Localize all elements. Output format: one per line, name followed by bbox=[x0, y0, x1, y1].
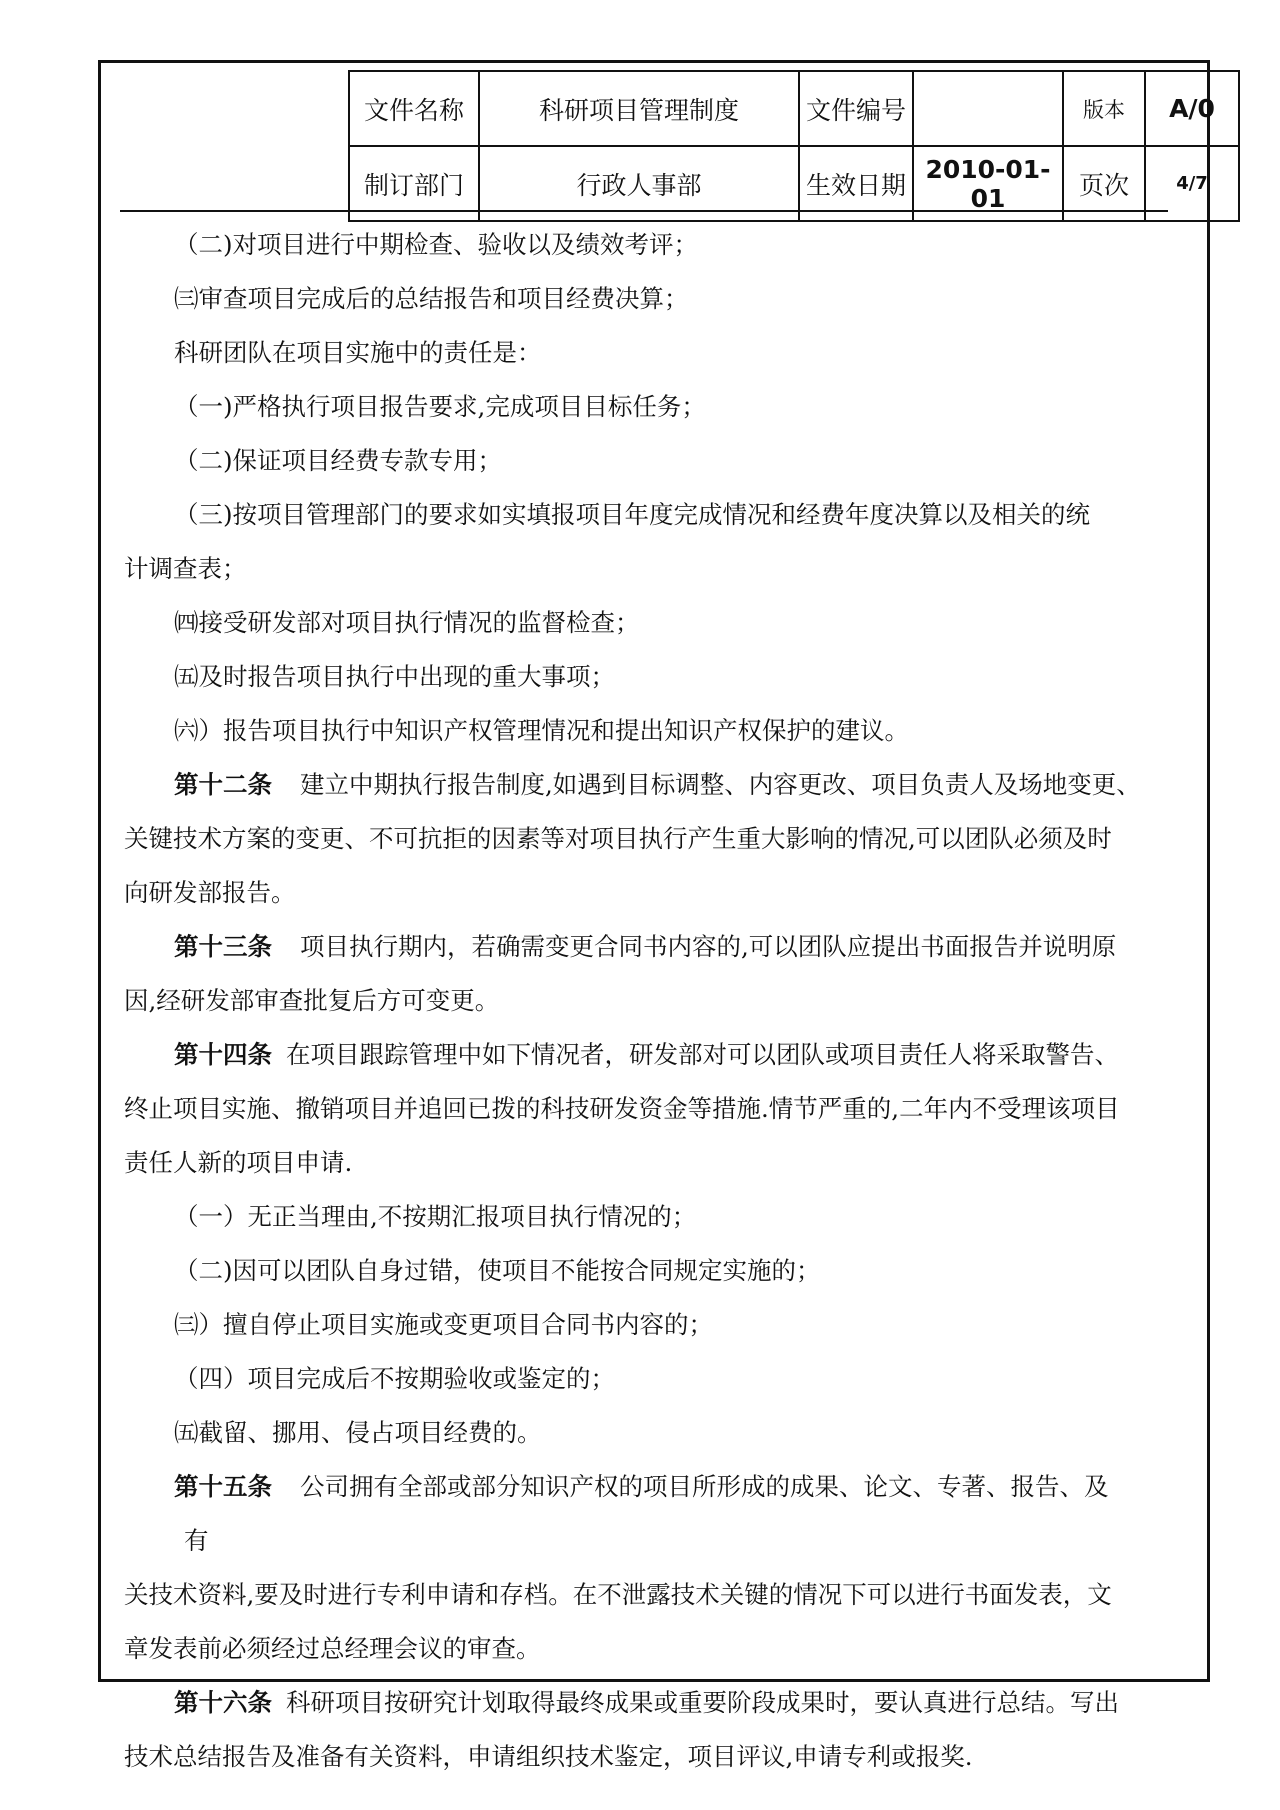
list-item: （四）项目完成后不按期验收或鉴定的； bbox=[174, 1364, 615, 1393]
file-no-value bbox=[913, 71, 1063, 146]
document-header-table bbox=[348, 70, 1240, 222]
article-title: 第十四条 bbox=[174, 1040, 272, 1069]
paragraph: （三)按项目管理部门的要求如实填报项目年度完成情况和经费年度决算以及相关的统 bbox=[174, 500, 1091, 529]
paragraph: 向研发部报告。 bbox=[124, 878, 296, 907]
version-value: A/0 bbox=[1145, 71, 1239, 146]
list-item: ㈤截留、挪用、侵占项目经费的。 bbox=[174, 1418, 542, 1447]
article-16 bbox=[124, 1676, 1170, 1730]
page-label: 页次 bbox=[1063, 146, 1145, 221]
file-name-label: 文件名称 bbox=[349, 71, 479, 146]
article-title: 第十五条 bbox=[174, 1472, 272, 1501]
article-14 bbox=[124, 1028, 1170, 1082]
paragraph: 计调查表； bbox=[124, 554, 247, 583]
paragraph: 关技术资料,要及时进行专利申请和存档。在不泄露技术关键的情况下可以进行书面发表，文 bbox=[124, 1580, 1112, 1609]
paragraph: 章发表前必须经过总经理会议的审查。 bbox=[124, 1634, 541, 1663]
article-15 bbox=[124, 1460, 1170, 1514]
article-12 bbox=[124, 758, 1170, 812]
effective-date-label: 生效日期 bbox=[799, 146, 913, 221]
article-text: 科研项目按研究计划取得最终成果或重要阶段成果时，要认真进行总结。写出 bbox=[286, 1688, 1119, 1717]
article-title: 第十三条 bbox=[174, 932, 272, 961]
page-number: 4/7 bbox=[1145, 146, 1239, 221]
paragraph: ㈤及时报告项目执行中出现的重大事项； bbox=[174, 662, 615, 691]
paragraph: 科研团队在项目实施中的责任是： bbox=[174, 338, 542, 367]
dept-value: 行政人事部 bbox=[479, 146, 799, 221]
list-item: （二)因可以团队自身过错，使项目不能按合同规定实施的； bbox=[174, 1256, 821, 1285]
effective-date-value: 2010-01-01 bbox=[913, 146, 1063, 221]
version-label: 版本 bbox=[1063, 71, 1145, 146]
paragraph: 关键技术方案的变更、不可抗拒的因素等对项目执行产生重大影响的情况,可以团队必须及时 bbox=[124, 824, 1112, 853]
paragraph: 因,经研发部审查批复后方可变更。 bbox=[124, 986, 500, 1015]
paragraph: 责任人新的项目申请. bbox=[124, 1148, 353, 1177]
dept-label: 制订部门 bbox=[349, 146, 479, 221]
article-text: 公司拥有全部或部分知识产权的项目所形成的成果、论文、专著、报告、及 bbox=[300, 1472, 1109, 1501]
list-item: ㈢）擅自停止项目实施或变更项目合同书内容的； bbox=[174, 1310, 713, 1339]
article-text: 建立中期执行报告制度,如遇到目标调整、内容更改、项目负责人及场地变更、 bbox=[300, 770, 1141, 799]
paragraph: （二)对项目进行中期检查、验收以及绩效考评； bbox=[174, 230, 699, 259]
paragraph: ㈥）报告项目执行中知识产权管理情况和提出知识产权保护的建议。 bbox=[174, 716, 909, 745]
list-item: （一）无正当理由,不按期汇报项目执行情况的； bbox=[174, 1202, 697, 1231]
document-body bbox=[124, 218, 1170, 1784]
article-text: 项目执行期内，若确需变更合同书内容的,可以团队应提出书面报告并说明原 bbox=[300, 932, 1117, 961]
article-title: 第十六条 bbox=[174, 1688, 272, 1717]
header-divider bbox=[120, 210, 1168, 212]
paragraph: ㈢审查项目完成后的总结报告和项目经费决算； bbox=[174, 284, 689, 313]
paragraph: 终止项目实施、撤销项目并追回已拨的科技研发资金等措施.情节严重的,二年内不受理该项目 bbox=[124, 1094, 1120, 1123]
paragraph: （二)保证项目经费专款专用； bbox=[174, 446, 503, 475]
paragraph: （一)严格执行项目报告要求,完成项目目标任务； bbox=[174, 392, 706, 421]
file-no-label: 文件编号 bbox=[799, 71, 913, 146]
article-text: 在项目跟踪管理中如下情况者，研发部对可以团队或项目责任人将采取警告、 bbox=[286, 1040, 1119, 1069]
paragraph: 有 bbox=[184, 1526, 209, 1555]
paragraph: ㈣接受研发部对项目执行情况的监督检查； bbox=[174, 608, 640, 637]
article-title: 第十二条 bbox=[174, 770, 272, 799]
paragraph: 技术总结报告及准备有关资料，申请组织技术鉴定，项目评议,申请专利或报奖. bbox=[124, 1742, 973, 1771]
article-13 bbox=[124, 920, 1170, 974]
file-name-value: 科研项目管理制度 bbox=[479, 71, 799, 146]
